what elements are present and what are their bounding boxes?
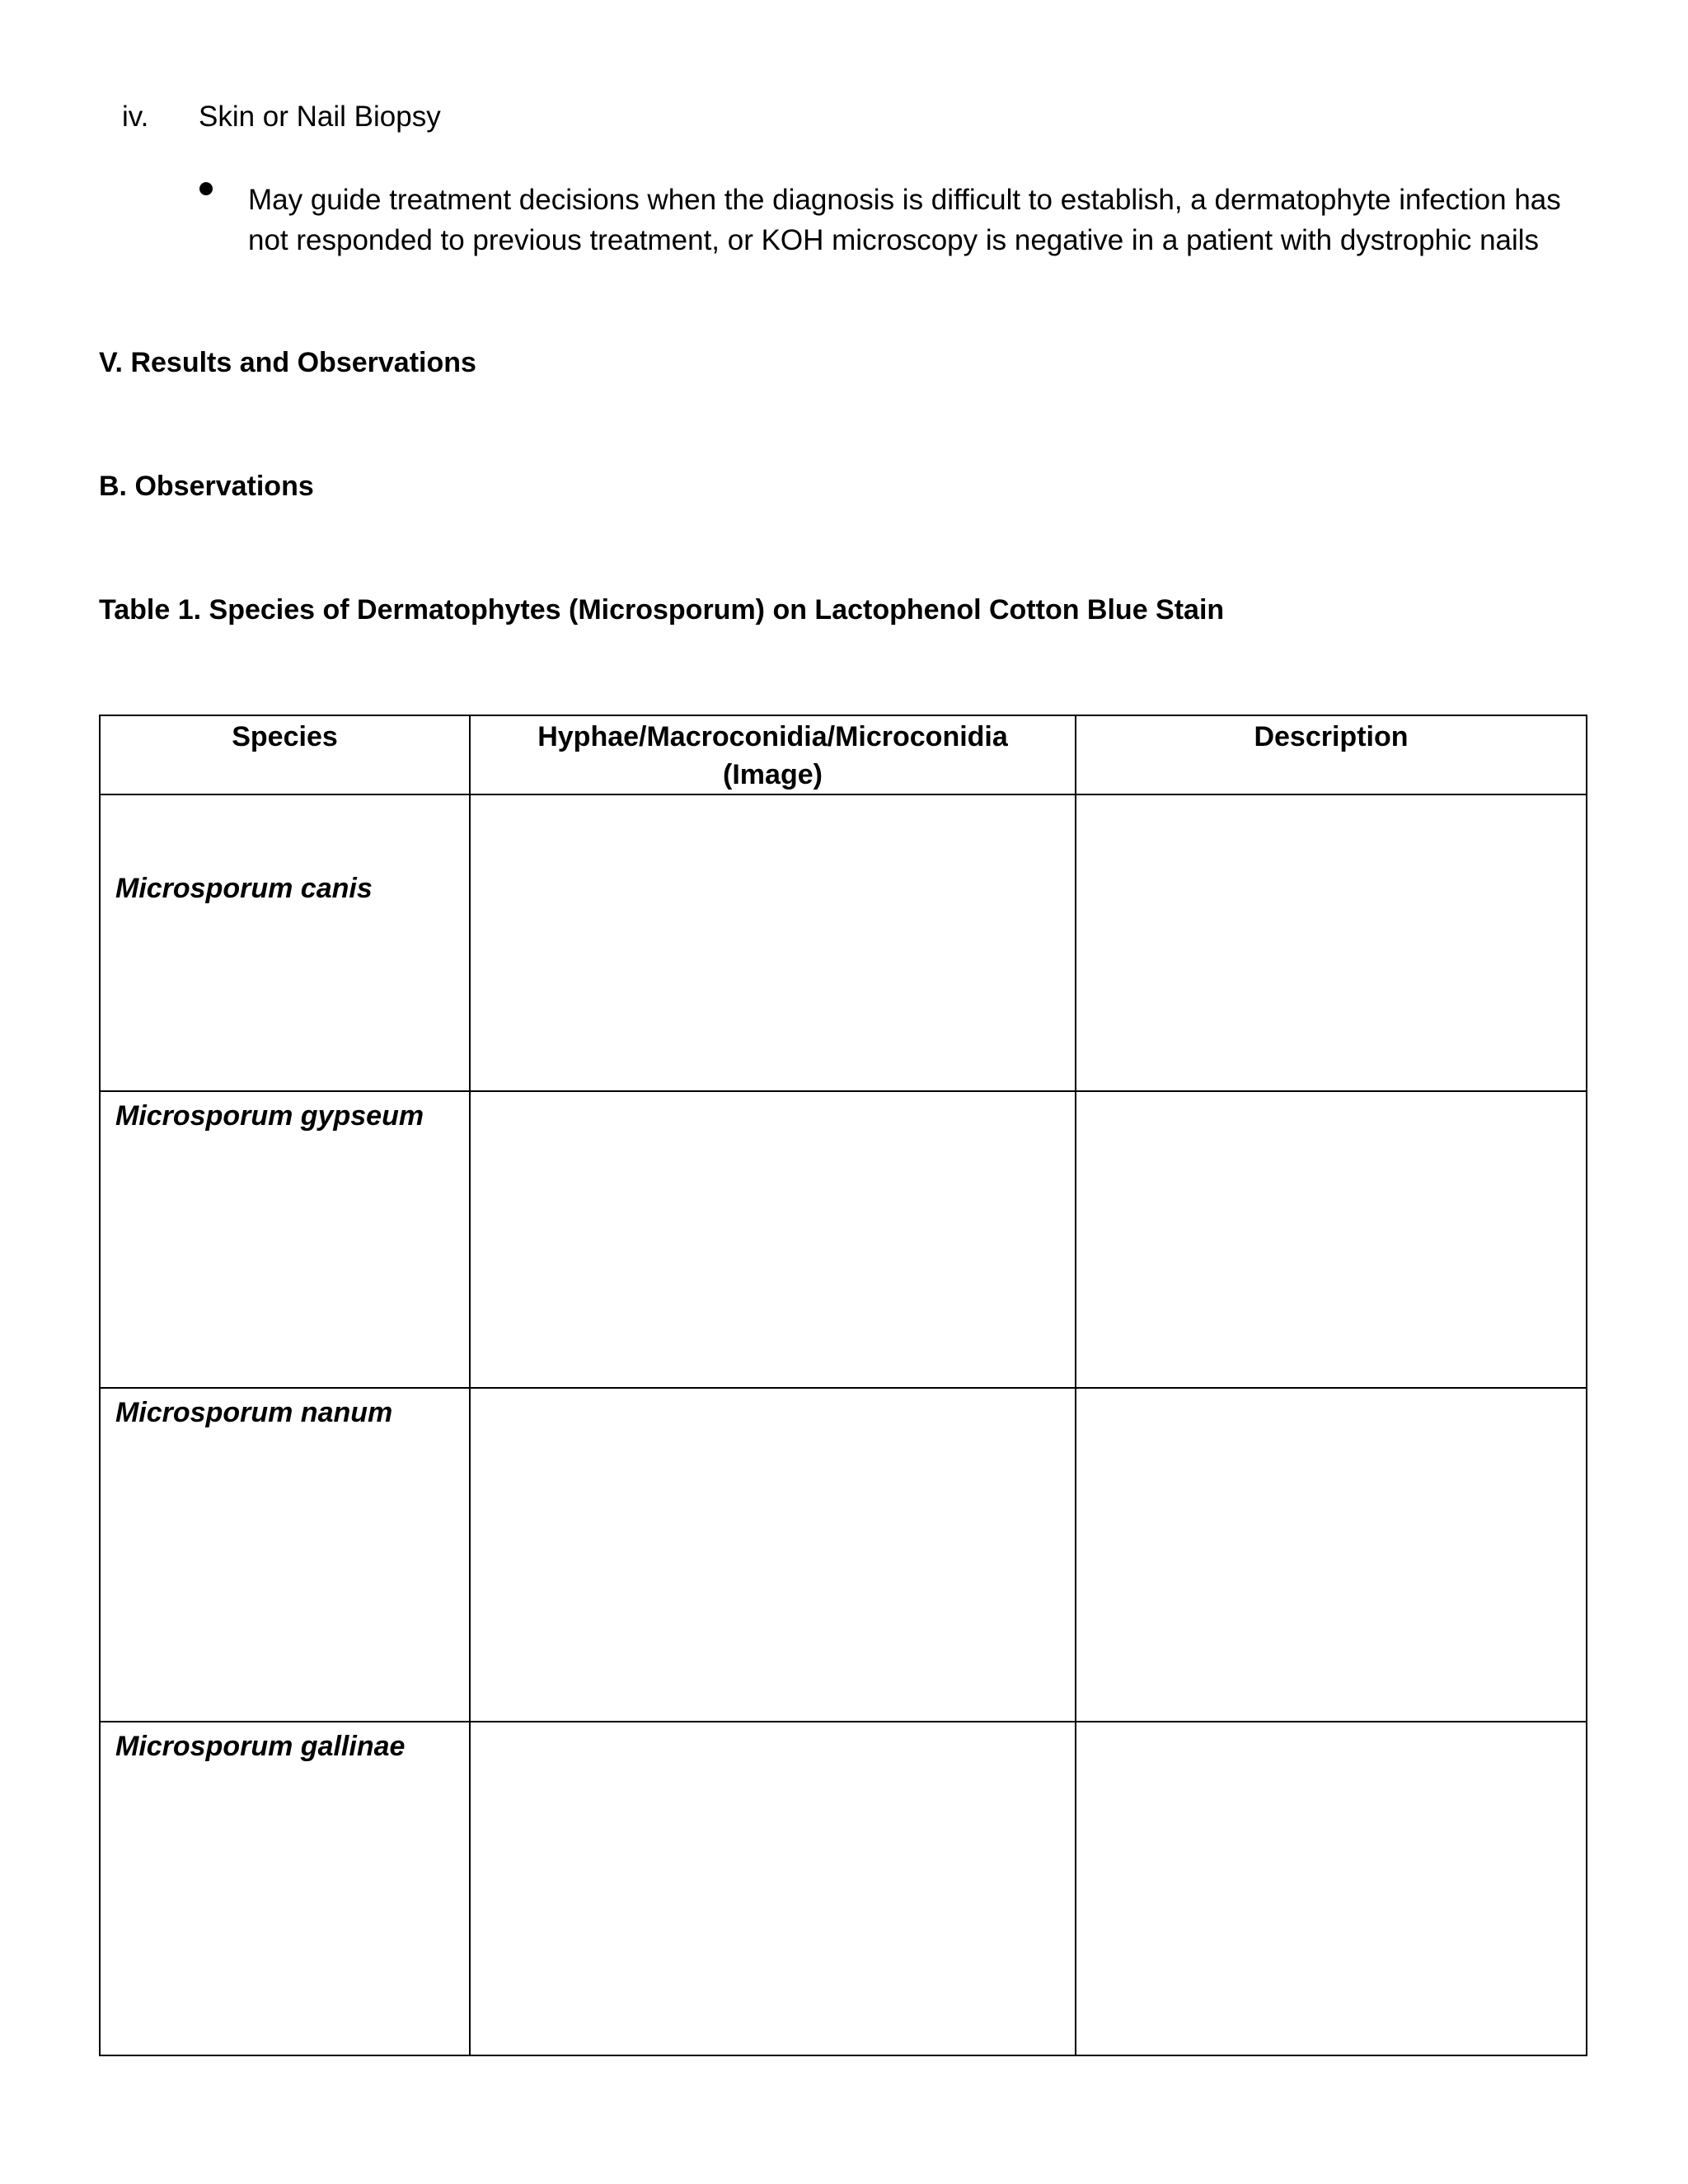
header-image bbox=[470, 715, 1076, 794]
table-header-row bbox=[100, 715, 1587, 794]
bullet-text: May guide treatment decisions when the diagnosis is difficult to establish, a dermatophyte infection has not responded to previous treatment, or KOH microscopy is negative in a patient with dystrophic nails bbox=[248, 184, 1561, 256]
species-cell: Microsporum canis bbox=[100, 794, 470, 1091]
bullet-icon bbox=[199, 182, 213, 195]
table-row bbox=[100, 1722, 1587, 2055]
subsection-heading-observations: B. Observations bbox=[99, 471, 314, 502]
header-description: Description bbox=[1076, 715, 1587, 794]
header-species: Species bbox=[100, 715, 470, 794]
observations-table bbox=[99, 715, 1587, 2056]
header-image-line2: (Image) bbox=[723, 759, 823, 790]
description-cell[interactable] bbox=[1076, 1722, 1587, 2055]
species-cell: Microsporum gypseum bbox=[100, 1091, 470, 1388]
description-cell[interactable] bbox=[1076, 1388, 1587, 1722]
table-row bbox=[100, 1388, 1587, 1722]
image-cell[interactable] bbox=[470, 1388, 1076, 1722]
list-item-title: Skin or Nail Biopsy bbox=[199, 101, 441, 133]
description-cell[interactable] bbox=[1076, 1091, 1587, 1388]
image-cell[interactable] bbox=[470, 794, 1076, 1091]
description-cell[interactable] bbox=[1076, 794, 1587, 1091]
section-heading-results: V. Results and Observations bbox=[99, 347, 476, 378]
image-cell[interactable] bbox=[470, 1091, 1076, 1388]
table-row bbox=[100, 1091, 1587, 1388]
species-cell: Microsporum gallinae bbox=[100, 1722, 470, 2055]
image-cell[interactable] bbox=[470, 1722, 1076, 2055]
table-row bbox=[100, 794, 1587, 1091]
table-caption: Table 1. Species of Dermatophytes (Microsporum) on Lactophenol Cotton Blue Stain bbox=[99, 594, 1225, 626]
header-image-line1: Hyphae/Macroconidia/Microconidia bbox=[537, 721, 1008, 752]
species-cell: Microsporum nanum bbox=[100, 1388, 470, 1722]
list-item-numeral: iv. bbox=[122, 101, 149, 133]
